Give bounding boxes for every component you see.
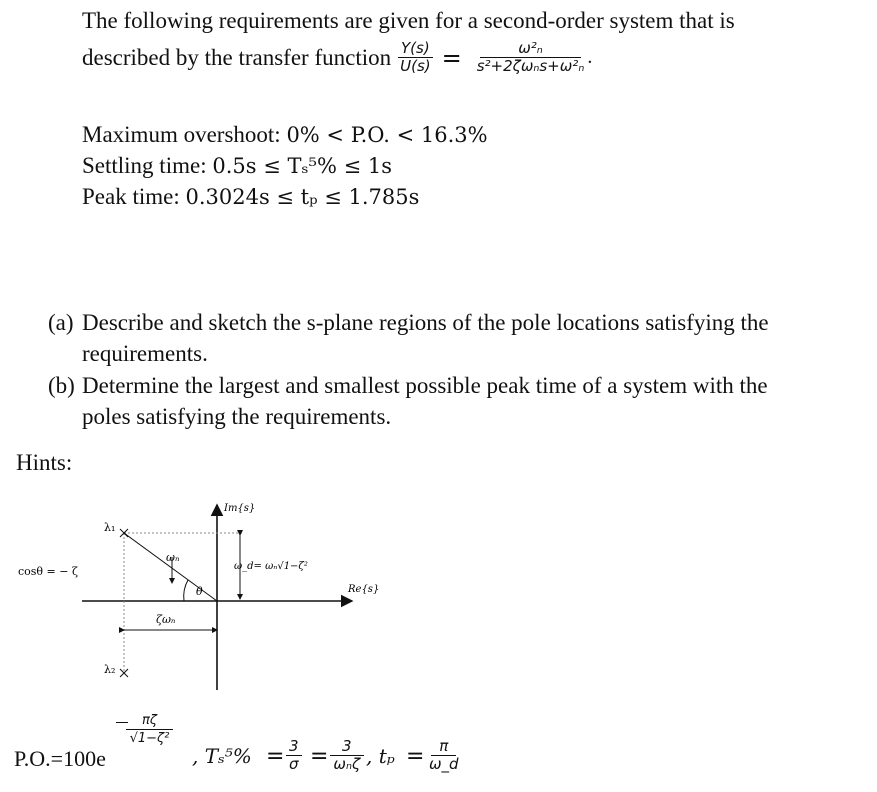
ts-fraction-wn-den: ωₙζ xyxy=(333,755,361,773)
requirement-peak xyxy=(82,181,419,213)
tp-fraction xyxy=(426,738,462,773)
question-b-text-2: poles satisfying the requirements. xyxy=(82,404,392,429)
question-a-text-2: requirements. xyxy=(82,341,208,366)
peak-expression: 0.3024s ≤ tₚ ≤ 1.785s xyxy=(185,185,420,209)
tp-label: , tₚ xyxy=(366,744,395,768)
intro-text-2: described by the transfer function xyxy=(82,44,392,70)
wd-label: ω_d= ωₙ√1−ζ² xyxy=(234,561,308,572)
hint-formula-line xyxy=(14,712,874,792)
peak-label: Peak time: xyxy=(82,184,180,209)
question-b-text-1: Determine the largest and smallest possible peak time of a system with the xyxy=(82,373,768,398)
po-exponent xyxy=(126,712,173,747)
theta-label: θ xyxy=(196,585,203,598)
ts-fraction-sigma-num: 3 xyxy=(286,738,302,756)
ts-fraction-wn xyxy=(330,738,364,773)
tp-fraction-den: ω_d xyxy=(429,755,459,773)
settling-label: Settling time: xyxy=(82,153,207,178)
tf-rhs-numerator: ω²ₙ xyxy=(480,40,581,58)
cos-theta-label: cosθ = − ζ xyxy=(18,565,78,578)
intro-line-1 xyxy=(82,8,874,34)
tp-equals: = xyxy=(406,744,425,769)
requirement-overshoot xyxy=(82,119,488,151)
tf-rhs-denominator: s²+2ζωₙs+ω²ₙ xyxy=(476,57,585,75)
ts-label: , Tₛ⁵% xyxy=(192,744,252,768)
po-exponent-numerator: πζ xyxy=(126,712,173,730)
re-axis-label: Re{s} xyxy=(348,584,380,595)
ts-equals-2: = xyxy=(310,744,329,769)
tf-denominator: U(s) xyxy=(400,57,431,75)
tf-numerator: Y(s) xyxy=(398,40,433,58)
ts-fraction-sigma xyxy=(286,738,302,773)
intro-text-1: The following requirements are given for a second-order system that is xyxy=(82,8,735,33)
question-b-label: (b) xyxy=(48,373,75,398)
im-axis-label: Im{s} xyxy=(224,503,256,514)
question-a-label: (a) xyxy=(48,310,74,335)
pole-lambda1-marker xyxy=(120,529,128,537)
intro-period: . xyxy=(587,46,593,68)
overshoot-label: Maximum overshoot: xyxy=(82,122,281,147)
tp-fraction-num: π xyxy=(431,738,456,756)
po-exponent-minus xyxy=(116,722,128,723)
question-a-text-1: Describe and sketch the s-plane regions of the pole locations satisfying the xyxy=(82,310,769,335)
ts-fraction-wn-num: 3 xyxy=(330,738,364,756)
po-exponent-denominator: √1−ζ² xyxy=(129,731,170,746)
requirement-settling xyxy=(82,150,392,182)
zeta-wn-label: ζωₙ xyxy=(156,613,176,626)
ts-equals-1: = xyxy=(266,744,285,769)
intro-line-2 xyxy=(82,40,592,75)
question-a xyxy=(48,307,74,338)
wn-label: ωₙ xyxy=(166,551,180,564)
po-formula-prefix: P.O.=100e xyxy=(14,746,106,771)
lambda2-label: λ₂ xyxy=(104,663,116,676)
ts-fraction-sigma-den: σ xyxy=(289,755,299,773)
wn-vector xyxy=(124,533,217,601)
s-plane-diagram xyxy=(12,495,392,695)
settling-expression: 0.5s ≤ Tₛ⁵% ≤ 1s xyxy=(212,154,393,178)
transfer-function-rhs xyxy=(474,40,588,75)
tf-equals: = xyxy=(441,43,462,72)
hints-title: Hints: xyxy=(16,450,73,475)
theta-arc xyxy=(184,580,188,601)
lambda1-label: λ₁ xyxy=(104,521,116,534)
overshoot-expression: 0% < P.O. < 16.3% xyxy=(286,123,488,147)
question-b xyxy=(48,370,75,401)
transfer-function-lhs xyxy=(397,40,434,75)
